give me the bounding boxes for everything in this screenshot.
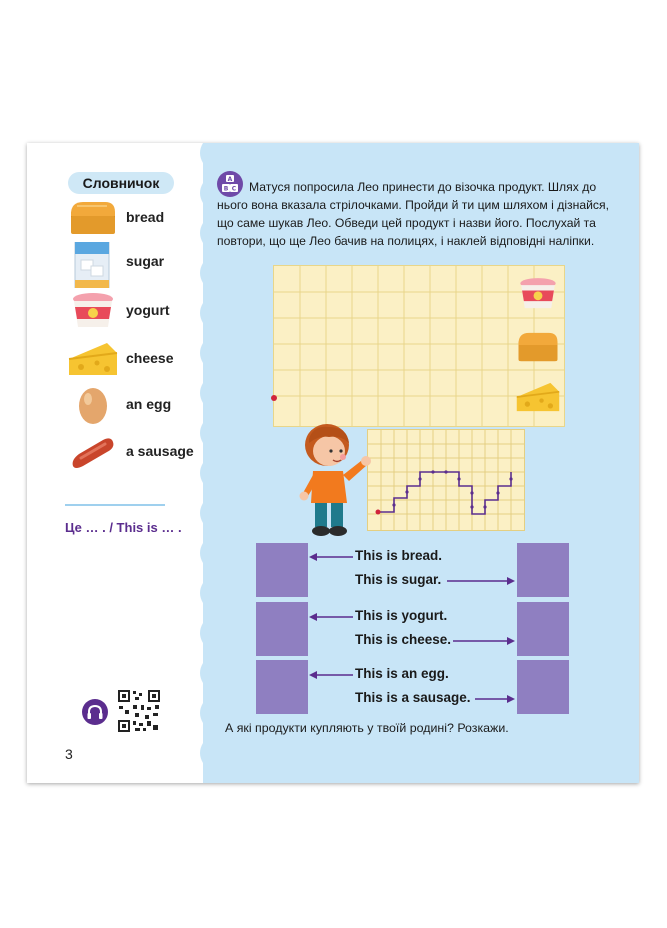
shelf-bread-icon	[515, 329, 561, 365]
svg-text:C: C	[231, 185, 237, 193]
sentence-sausage: This is a sausage.	[355, 690, 471, 705]
arrow-left-icon	[309, 612, 353, 622]
sausage-icon	[67, 432, 119, 472]
sentence-sugar: This is sugar.	[355, 572, 442, 587]
arrow-left-icon	[309, 670, 353, 680]
vocab-item-sausage	[67, 432, 207, 472]
sticker-slot-sausage[interactable]	[517, 660, 569, 714]
arrow-left-icon	[309, 552, 353, 562]
vocab-item-cheese	[67, 339, 207, 379]
sidebar-divider	[65, 504, 165, 506]
svg-text:A: A	[227, 176, 233, 183]
sentence-bread: This is bread.	[355, 548, 443, 563]
instruction-text: Матуся попросила Лео принести до візочка продукт. Шлях до нього вона вказала стрілочками. Пройди й ти цим шляхом і дізнайся, що саме шукав Лео. Обведи цей продукт і назви його. Послухай та повтори, що ще Лео бачив на полицях, і наклей відповідні наліпки.	[217, 180, 610, 248]
vocab-word: cheese	[126, 350, 174, 366]
arrow-right-icon	[453, 636, 515, 646]
shelf-cheese-icon	[515, 379, 561, 415]
page-number: 3	[65, 746, 73, 762]
bread-icon	[67, 198, 119, 238]
headphones-icon[interactable]	[82, 699, 108, 725]
arrow-right-icon	[447, 576, 515, 586]
boy-leo-illustration	[293, 421, 377, 539]
yogurt-icon	[67, 291, 119, 331]
qr-code-icon[interactable]	[117, 689, 161, 733]
vocab-word: sugar	[126, 253, 165, 269]
sticker-slot-yogurt[interactable]	[256, 602, 308, 656]
egg-icon	[67, 385, 119, 425]
vocabulary-title: Словничок	[68, 172, 174, 194]
sticker-slot-bread[interactable]	[256, 543, 308, 597]
vocab-word: an egg	[126, 396, 172, 412]
phrase-pattern: Це … . / This is … .	[65, 520, 182, 535]
vocab-item-egg	[67, 385, 207, 425]
sentence-cheese: This is cheese.	[355, 632, 452, 647]
maze-start-dot	[271, 395, 277, 401]
sticker-slot-sugar[interactable]	[517, 543, 569, 597]
vocab-word: bread	[126, 209, 165, 225]
vocab-item-yogurt	[67, 291, 207, 331]
discussion-question: А які продукти купляють у твоїй родині? Розкажи.	[225, 721, 509, 735]
cheese-icon	[67, 339, 119, 379]
sentence-yogurt: This is yogurt.	[355, 608, 448, 623]
vocab-word: yogurt	[126, 302, 170, 318]
shelf-yogurt-icon	[515, 275, 561, 313]
path-hint-map	[367, 429, 525, 531]
sticker-slot-egg[interactable]	[256, 660, 308, 714]
workbook-page	[27, 143, 639, 783]
vocab-item-sugar	[67, 242, 207, 282]
svg-text:B: B	[223, 185, 229, 193]
sugar-box-icon	[67, 242, 119, 288]
vocab-word: a sausage	[126, 443, 194, 459]
sticker-slot-cheese[interactable]	[517, 602, 569, 656]
sentence-egg: This is an egg.	[355, 666, 449, 681]
vocab-item-bread	[67, 198, 207, 238]
arrow-right-icon	[475, 694, 515, 704]
